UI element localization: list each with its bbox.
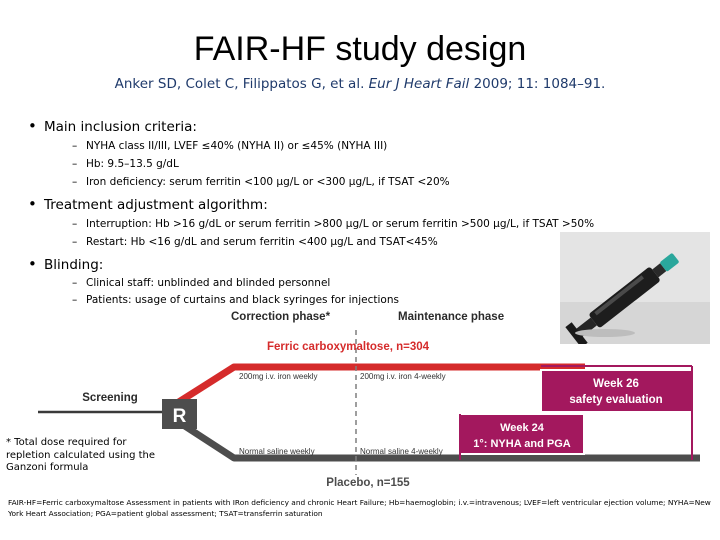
citation: [0, 76, 720, 92]
bullet-blinding: [28, 255, 103, 273]
page-title: FAIR-HF study design: [193, 30, 527, 68]
week24-line1: Week 24: [500, 422, 544, 434]
dash-icon: –: [72, 236, 78, 248]
dash-icon: –: [72, 218, 78, 230]
fcm-arm-label: Ferric carboxymaltose, n=304: [267, 341, 430, 353]
bullet-label: Treatment adjustment algorithm:: [44, 197, 268, 213]
bullet-label: Main inclusion criteria:: [44, 119, 197, 135]
sub-item-text: Iron deficiency: serum ferritin <100 µg/L or <300 µg/L, if TSAT <20%: [86, 176, 450, 188]
dose-weekly-label: 200mg i.v. iron weekly: [239, 372, 318, 381]
dash-icon: –: [72, 140, 78, 152]
bullet-treatment-algorithm: [28, 195, 268, 213]
sub-item-text: Patients: usage of curtains and black syringes for injections: [86, 294, 399, 306]
sub-item: [72, 176, 450, 188]
sub-item: [72, 236, 438, 248]
week26-line1: Week 26: [593, 378, 639, 390]
saline-4weekly-label: Normal saline 4-weekly: [360, 447, 443, 456]
citation-authors: Anker SD, Colet C, Filippatos G, et al.: [114, 76, 365, 92]
sub-item: [72, 294, 399, 306]
citation-journal: Eur J Heart Fail: [368, 76, 470, 92]
placebo-arm-label: Placebo, n=155: [326, 477, 410, 489]
sub-item-text: Restart: Hb <16 g/dL and serum ferritin <400 µg/L and TSAT<45%: [86, 236, 438, 248]
bullet-inclusion-criteria: [28, 117, 197, 135]
sub-item: [72, 277, 330, 289]
week24-line2: 1°: NYHA and PGA: [473, 438, 571, 450]
sub-item: [72, 158, 179, 170]
dash-icon: –: [72, 277, 78, 289]
bullet-label: Blinding:: [44, 257, 104, 273]
citation-details: 2009; 11: 1084–91.: [473, 76, 606, 92]
correction-phase-label: Correction phase*: [231, 311, 331, 323]
sub-item-text: NYHA class II/III, LVEF ≤40% (NYHA II) or ≤45% (NYHA III): [86, 140, 388, 152]
maintenance-phase-label: Maintenance phase: [398, 311, 505, 323]
sub-item-text: Hb: 9.5–13.5 g/dL: [86, 158, 179, 170]
dose-4weekly-label: 200mg i.v. iron 4-weekly: [360, 372, 446, 381]
bullet-icon: •: [28, 195, 37, 213]
bullet-icon: •: [28, 117, 37, 135]
sub-item-text: Interruption: Hb >16 g/dL or serum ferritin >800 µg/L or serum ferritin >500 µg/L, if TSAT >50%: [86, 218, 595, 230]
randomization-label: R: [172, 406, 187, 427]
week26-line2: safety evaluation: [569, 394, 663, 406]
abbreviations-footer: FAIR-HF=Ferric carboxymaltose Assessment in patients with IRon deficiency and chronic Heart Failure; Hb=haemoglobin; i.v.=intravenous; LVEF=left ventricular ejection volume; NYHA=New York Heart Association; PGA=patient global assessment; TSAT=transferrin saturation: [8, 498, 711, 518]
screening-label: Screening: [82, 392, 138, 404]
ganzoni-footnote: * Total dose required for repletion calculated using the Ganzoni formula: [6, 437, 156, 473]
dash-icon: –: [72, 294, 78, 306]
sub-item-text: Clinical staff: unblinded and blinded personnel: [86, 277, 331, 289]
sub-item: [72, 218, 594, 230]
sub-item: [72, 140, 387, 152]
dash-icon: –: [72, 176, 78, 188]
dash-icon: –: [72, 158, 78, 170]
bullet-icon: •: [28, 255, 37, 273]
saline-weekly-label: Normal saline weekly: [239, 447, 315, 456]
